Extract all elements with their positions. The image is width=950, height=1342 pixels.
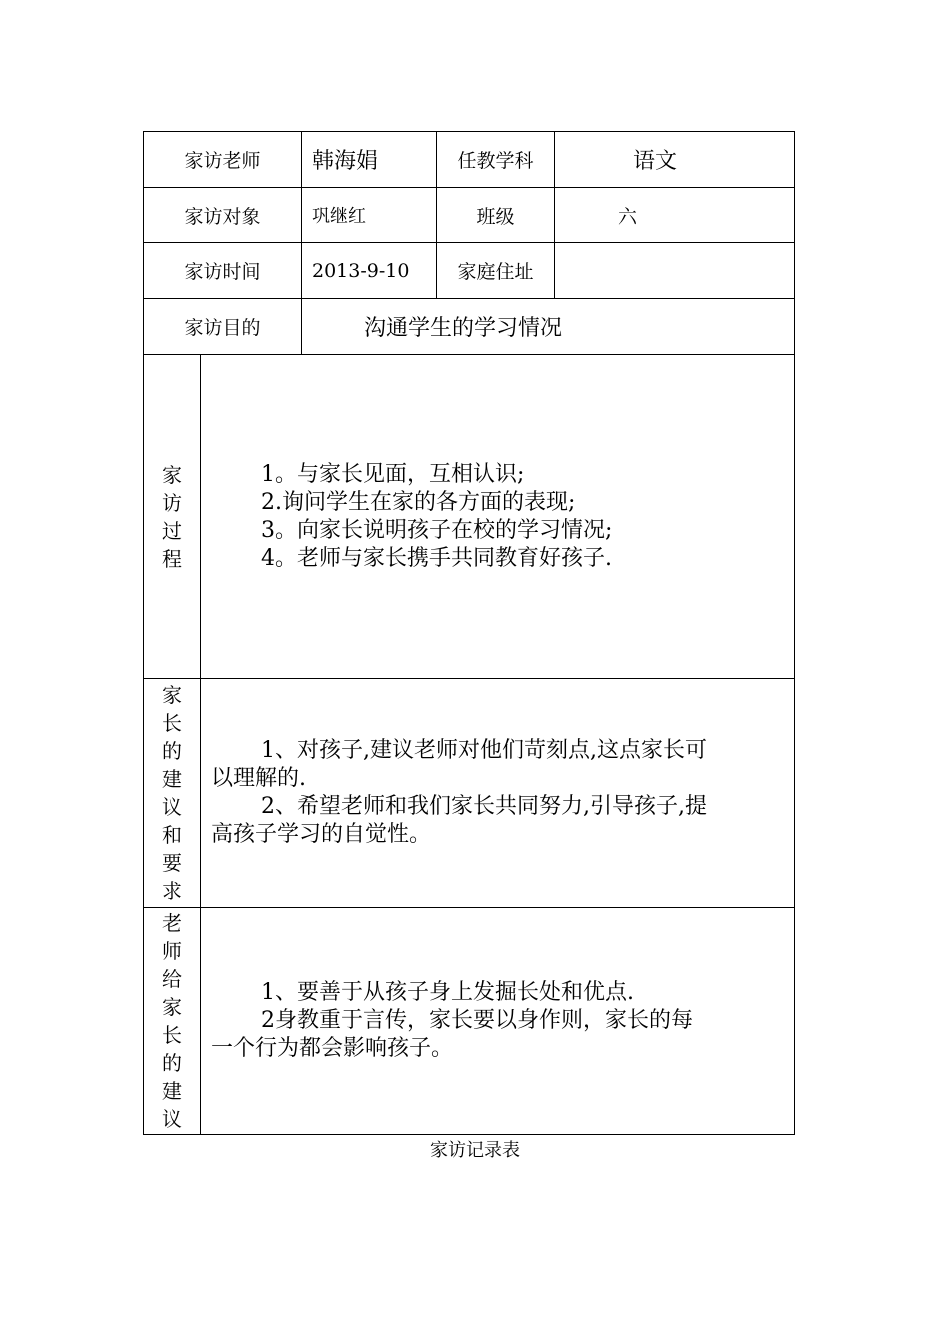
process-label-char: 程 (162, 546, 182, 571)
subject-label: 任教学科 (457, 150, 534, 172)
address-value (555, 243, 794, 298)
parent-label-char: 议 (162, 795, 182, 819)
teacher-label-char: 师 (162, 939, 182, 963)
parent-label-char: 的 (162, 739, 182, 763)
teacher-value: 韩海娟 (312, 149, 379, 174)
parent-suggestions-content (201, 679, 794, 907)
teacher-suggestion-line: 1、要善于从孩子身上发掘长处和优点. (261, 980, 634, 1005)
home-visit-record-table (143, 131, 795, 1135)
process-label (144, 355, 200, 678)
teacher-label-char: 议 (162, 1107, 182, 1131)
address-label: 家庭住址 (457, 261, 534, 283)
time-value: 2013-9-10 (312, 259, 410, 282)
process-line: 4。老师与家长携手共同教育好孩子. (261, 545, 612, 571)
student-label: 家访对象 (184, 205, 261, 228)
teacher-suggestion-line: 2身教重于言传，家长要以身作则，家长的每 (261, 1008, 693, 1033)
parent-label-char: 和 (162, 823, 182, 847)
teacher-suggestion-line: 一个行为都会影响孩子。 (211, 1036, 454, 1061)
student-value: 巩继红 (312, 206, 366, 227)
purpose-label: 家访目的 (184, 317, 261, 339)
parent-label-char: 长 (162, 711, 182, 735)
time-label: 家访时间 (184, 261, 261, 283)
purpose-value: 沟通学生的学习情况 (364, 316, 563, 341)
process-content (201, 355, 794, 678)
table-caption: 家访记录表 (430, 1140, 520, 1161)
teacher-label-char: 长 (162, 1023, 182, 1047)
teacher-label-char: 建 (162, 1079, 182, 1103)
subject-value: 语文 (632, 149, 677, 174)
process-label-char: 家 (162, 462, 182, 487)
parent-suggestions-label (144, 679, 200, 907)
parent-label-char: 建 (162, 767, 182, 791)
teacher-suggestions-content (201, 908, 794, 1134)
process-label-char: 访 (162, 490, 182, 515)
teacher-label-char: 给 (162, 967, 182, 991)
parent-suggestion-line: 以理解的. (211, 766, 306, 791)
parent-label-char: 要 (162, 851, 182, 875)
process-line: 3。向家长说明孩子在校的学习情况; (261, 517, 613, 543)
parent-suggestion-line: 高孩子学习的自觉性。 (211, 822, 432, 847)
teacher-label-char: 的 (162, 1051, 182, 1075)
teacher-label-char: 家 (162, 995, 182, 1019)
parent-label-char: 求 (162, 879, 182, 903)
class-label: 班级 (476, 205, 515, 228)
teacher-suggestions-label (144, 908, 200, 1134)
class-value: 六 (617, 205, 637, 228)
parent-suggestion-line: 2、希望老师和我们家长共同努力,引导孩子,提 (261, 794, 707, 819)
process-line: 1。与家长见面，互相认识; (261, 461, 525, 487)
process-label-char: 过 (162, 518, 182, 543)
teacher-label-char: 老 (162, 911, 182, 935)
teacher-label: 家访老师 (184, 150, 261, 172)
parent-label-char: 家 (162, 683, 182, 707)
process-line: 2.询问学生在家的各方面的表现; (261, 489, 576, 515)
parent-suggestion-line: 1、对孩子,建议老师对他们苛刻点,这点家长可 (261, 738, 707, 763)
